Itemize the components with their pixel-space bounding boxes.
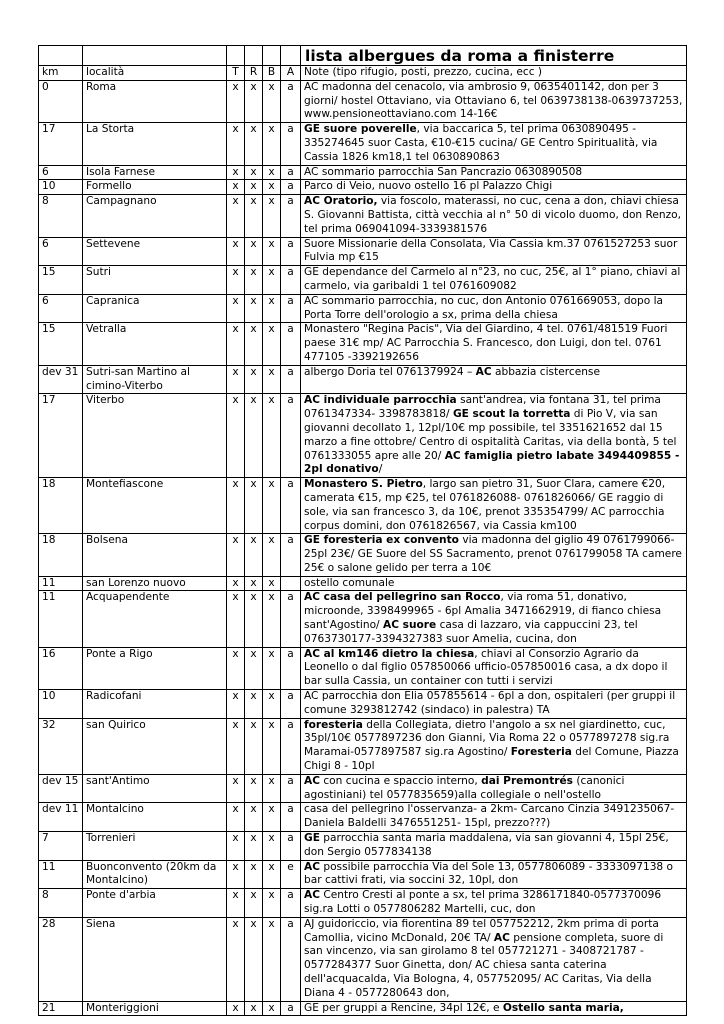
b-cell: x (263, 394, 281, 478)
table-row (39, 394, 687, 478)
note-cell (301, 365, 687, 394)
place-cell: san Quirico (83, 718, 227, 774)
t-cell: x (227, 294, 245, 323)
r-cell: x (245, 917, 263, 1001)
note-segment: con cucina e spaccio interno, (319, 774, 482, 787)
a-cell: a (281, 123, 301, 165)
t-cell: x (227, 576, 245, 591)
table-row (39, 80, 687, 122)
t-cell: x (227, 917, 245, 1001)
note-bold-segment: AC Oratorio, (304, 195, 378, 208)
b-cell: x (263, 718, 281, 774)
title-blank-cell (263, 46, 281, 66)
table-row (39, 323, 687, 365)
r-cell: x (245, 180, 263, 195)
a-cell: a (281, 478, 301, 534)
note-cell (301, 294, 687, 323)
note-segment: casa di lazzaro, via cappuccini 23, tel 0763730177-3394327383 suor Amelia, cucina, don (304, 619, 638, 645)
r-cell: x (245, 690, 263, 719)
b-cell: x (263, 1001, 281, 1016)
table-row (39, 774, 687, 803)
place-cell: Sutri (83, 266, 227, 295)
note-cell (301, 774, 687, 803)
note-bold-segment: GE scout la torretta (452, 408, 571, 421)
note-bold-segment: Ostello santa maria, (502, 1001, 624, 1014)
r-cell: x (245, 889, 263, 918)
table-row (39, 365, 687, 394)
note-cell (301, 266, 687, 295)
r-cell: x (245, 718, 263, 774)
header-localita: località (83, 66, 227, 81)
table-row (39, 195, 687, 237)
place-cell: Formello (83, 180, 227, 195)
note-bold-segment: AC famiglia pietro labate 3494409855 - 2pl donativo (304, 449, 680, 476)
albergues-table (38, 45, 687, 1016)
km-cell: 10 (39, 180, 83, 195)
r-cell: x (245, 323, 263, 365)
note-segment: pensione completa, suore di san vincenzo, via san girolamo 8 tel 057721271 - 3408721787 - 0577284377 Suor Ginetta, don/ AC chiesa santa caterina dell'acquacalda, Via Bologna, 4, 057752095/ AC Caritas, Via della Diana 4 - 0577280643 don, (304, 931, 664, 999)
r-cell: x (245, 80, 263, 122)
note-cell (301, 237, 687, 266)
place-cell: Campagnano (83, 195, 227, 237)
note-segment: Monastero "Regina Pacis", Via del Giardino, 4 tel. 0761/481519 Fuori paese 31€ mp/ AC Parrocchia S. Francesco, don Luigi, don tel. 0761 477105 -3392192656 (304, 323, 668, 363)
t-cell: x (227, 718, 245, 774)
note-bold-segment: dai Premontrés (481, 774, 573, 787)
a-cell: a (281, 237, 301, 266)
r-cell: x (245, 591, 263, 647)
note-segment: , chiavi al Consorzio Agrario da Leonello o dal figlio 057850066 ufficio-057850016 casa, a dx dopo il bar sulla Cassia, un container con tutti i servizi (304, 647, 668, 688)
t-cell: x (227, 180, 245, 195)
t-cell: x (227, 1001, 245, 1016)
table-row (39, 123, 687, 165)
r-cell: x (245, 576, 263, 591)
place-cell: Viterbo (83, 394, 227, 478)
note-bold-segment: GE (304, 832, 320, 845)
b-cell: x (263, 917, 281, 1001)
b-cell: x (263, 803, 281, 832)
note-bold-segment: AC (304, 889, 320, 902)
header-km: km (39, 66, 83, 81)
a-cell: a (281, 718, 301, 774)
header-row (39, 66, 687, 81)
t-cell: x (227, 774, 245, 803)
note-cell (301, 478, 687, 534)
table-row (39, 1001, 687, 1016)
t-cell: x (227, 860, 245, 889)
table-row (39, 832, 687, 861)
place-cell: Bolsena (83, 534, 227, 576)
place-cell: Siena (83, 917, 227, 1001)
r-cell: x (245, 832, 263, 861)
t-cell: x (227, 365, 245, 394)
km-cell: 32 (39, 718, 83, 774)
t-cell: x (227, 165, 245, 180)
note-segment: della Collegiata, dietro l'angolo a sx nel giardinetto, cuc, 35pl/10€ 0577897236 don Gianni, Via Roma 22 o 0577897278 sig.ra Maramai-0577897587 sig.ra Agostino/ (304, 718, 670, 759)
header-note: Note (tipo rifugio, posti, prezzo, cucina, ecc ) (301, 66, 687, 81)
km-cell: 15 (39, 323, 83, 365)
km-cell: dev 11 (39, 803, 83, 832)
a-cell: a (281, 294, 301, 323)
km-cell: 11 (39, 576, 83, 591)
note-bold-segment: AC (493, 931, 510, 944)
place-cell: Radicofani (83, 690, 227, 719)
note-cell (301, 576, 687, 591)
note-bold-segment: Monastero S. Pietro (304, 478, 423, 491)
place-cell: La Storta (83, 123, 227, 165)
note-bold-segment: AC casa del pellegrino san Rocco (304, 591, 501, 604)
note-segment: Suore Missionarie della Consolata, Via Cassia km.37 0761527253 suor Fulvia mp €15 (304, 237, 678, 264)
r-cell: x (245, 803, 263, 832)
note-cell (301, 860, 687, 889)
a-cell: a (281, 534, 301, 576)
note-cell (301, 917, 687, 1001)
title-blank-cell (227, 46, 245, 66)
place-cell: sant'Antimo (83, 774, 227, 803)
note-bold-segment: AC suore (383, 619, 437, 632)
r-cell: x (245, 123, 263, 165)
t-cell: x (227, 591, 245, 647)
km-cell: 15 (39, 266, 83, 295)
note-segment: albergo Doria tel 0761379924 – (304, 365, 476, 378)
document-title: lista albergues da roma a finisterre (301, 46, 687, 66)
note-cell (301, 889, 687, 918)
title-blank-cell (281, 46, 301, 66)
note-cell (301, 123, 687, 165)
table-row (39, 180, 687, 195)
t-cell: x (227, 889, 245, 918)
b-cell: x (263, 80, 281, 122)
b-cell: x (263, 294, 281, 323)
km-cell: 18 (39, 534, 83, 576)
a-cell: a (281, 365, 301, 394)
t-cell: x (227, 195, 245, 237)
table-row (39, 647, 687, 689)
note-bold-segment: GE suore poverelle (304, 123, 417, 136)
note-segment: AC sommario parrocchia San Pancrazio 0630890508 (304, 165, 583, 178)
a-cell (281, 576, 301, 591)
a-cell: a (281, 774, 301, 803)
table-row (39, 718, 687, 774)
note-cell (301, 1001, 687, 1016)
km-cell: 21 (39, 1001, 83, 1016)
table-row (39, 860, 687, 889)
place-cell: Ponte a Rigo (83, 647, 227, 689)
title-blank-cell (245, 46, 263, 66)
note-segment: AC parrocchia don Elia 057855614 - 6pl a don, ospitaleri (per gruppi il comune 3293812742 (sindaco) in palestra) TA (304, 690, 676, 716)
note-segment: parrocchia santa maria maddalena, via san giovanni 4, 15pl 25€, don Sergio 0577834138 (304, 832, 669, 858)
a-cell: a (281, 80, 301, 122)
b-cell: x (263, 478, 281, 534)
t-cell: x (227, 647, 245, 689)
a-cell: a (281, 266, 301, 295)
a-cell: a (281, 647, 301, 689)
place-cell: Montalcino (83, 803, 227, 832)
title-blank-cell (83, 46, 227, 66)
b-cell: x (263, 266, 281, 295)
km-cell: 18 (39, 478, 83, 534)
b-cell: x (263, 195, 281, 237)
note-bold-segment: GE foresteria ex convento (304, 534, 459, 547)
r-cell: x (245, 195, 263, 237)
place-cell: Vetralla (83, 323, 227, 365)
note-segment: del Comune, Piazza Chigi 8 - 10pl (304, 746, 679, 773)
note-segment: AC sommario parrocchia, no cuc, don Antonio 0761669053, dopo la Porta Torre dell'orologio a sx, prima della chiesa (304, 294, 664, 321)
table-row (39, 237, 687, 266)
b-cell: x (263, 647, 281, 689)
place-cell: Capranica (83, 294, 227, 323)
b-cell: x (263, 323, 281, 365)
place-cell: Monteriggioni (83, 1001, 227, 1016)
note-segment: , via baccarica 5, tel prima 0630890495 - 335274645 suor Casta, €10-€15 cucina/ GE Centro Spiritualità, via Cassia 1826 km18,1 tel 0630890863 (304, 123, 658, 163)
km-cell: 0 (39, 80, 83, 122)
a-cell: a (281, 1001, 301, 1016)
place-cell: san Lorenzo nuovo (83, 576, 227, 591)
a-cell: a (281, 165, 301, 180)
note-segment: possibile parrocchia Via del Sole 13, 0577806089 - 3333097138 o bar cattivi frati, via soccini 32, 10pl, don (304, 860, 674, 887)
table-row (39, 889, 687, 918)
header-b: B (263, 66, 281, 81)
note-segment: ostello comunale (304, 576, 395, 589)
note-cell (301, 591, 687, 647)
note-segment: via foscolo, materassi, no cuc, cena a don, chiavi chiesa S. Giovanni Battista, città vecchia al n° 50 di vicolo duomo, don Renzo, tel prima 069041094-3339381576 (304, 195, 682, 235)
table-row (39, 803, 687, 832)
note-segment: AJ guidoriccio, via fiorentina 89 tel 057752212, 2km prima di porta Camollia, vicino McDonald, 20€ TA/ (304, 917, 659, 944)
table-row (39, 591, 687, 647)
b-cell: x (263, 365, 281, 394)
t-cell: x (227, 266, 245, 295)
r-cell: x (245, 647, 263, 689)
note-bold-segment: AC al km146 dietro la chiesa (304, 647, 475, 660)
a-cell: a (281, 180, 301, 195)
t-cell: x (227, 237, 245, 266)
b-cell: x (263, 576, 281, 591)
t-cell: x (227, 80, 245, 122)
header-r: R (245, 66, 263, 81)
note-segment: Parco di Veio, nuovo ostello 16 pl Palazzo Chigi (304, 180, 553, 193)
b-cell: x (263, 889, 281, 918)
title-blank-cell (39, 46, 83, 66)
note-cell (301, 165, 687, 180)
table-row (39, 534, 687, 576)
km-cell: dev 15 (39, 774, 83, 803)
t-cell: x (227, 323, 245, 365)
r-cell: x (245, 294, 263, 323)
a-cell: a (281, 917, 301, 1001)
a-cell: a (281, 690, 301, 719)
t-cell: x (227, 690, 245, 719)
b-cell: x (263, 534, 281, 576)
table-row (39, 294, 687, 323)
place-cell: Montefiascone (83, 478, 227, 534)
note-cell (301, 80, 687, 122)
a-cell: a (281, 591, 301, 647)
a-cell: a (281, 832, 301, 861)
note-cell (301, 394, 687, 478)
km-cell: 8 (39, 195, 83, 237)
place-cell: Acquapendente (83, 591, 227, 647)
note-segment: di Pio V, via san giovanni decollato 1, 12pl/10€ mp possibile, tel 3351621652 dal 15 marzo a fine ottobre/ Centro di ospitalità Caritas, via della bontà, 5 tel 0761333055 apre alle 20/ (304, 408, 677, 462)
km-cell: 11 (39, 860, 83, 889)
table-row (39, 690, 687, 719)
a-cell: a (281, 803, 301, 832)
b-cell: x (263, 690, 281, 719)
km-cell: 8 (39, 889, 83, 918)
km-cell: 6 (39, 294, 83, 323)
note-segment: GE dependance del Carmelo al n°23, no cuc, 25€, al 1° piano, chiavi al carmelo, via garibaldi 1 tel 0761609082 (304, 266, 681, 292)
a-cell: a (281, 323, 301, 365)
a-cell: a (281, 195, 301, 237)
table-row (39, 917, 687, 1001)
km-cell: 16 (39, 647, 83, 689)
b-cell: x (263, 237, 281, 266)
note-cell (301, 180, 687, 195)
note-segment: (canonici agostiniani) tel 0577835659)alla collegiale o nell'ostello (304, 774, 625, 801)
note-segment: GE per gruppi a Rencine, 34pl 12€, e (304, 1001, 503, 1014)
km-cell: 17 (39, 123, 83, 165)
note-bold-segment: AC individuale parrocchia (304, 394, 457, 407)
r-cell: x (245, 1001, 263, 1016)
km-cell: 6 (39, 165, 83, 180)
note-segment: abbazia cistercense (491, 365, 600, 378)
note-segment: / (378, 463, 383, 476)
note-bold-segment: AC (304, 774, 320, 787)
note-bold-segment: foresteria (304, 718, 363, 731)
place-cell: Ponte d'arbia (83, 889, 227, 918)
note-bold-segment: AC (304, 860, 320, 873)
note-segment: via madonna del giglio 49 0761799066- 25pl 23€/ GE Suore del SS Sacramento, prenot 0761799058 TA camere 25€ o salone gelido per terra a 10€ (304, 534, 682, 574)
note-cell (301, 832, 687, 861)
km-cell: 17 (39, 394, 83, 478)
b-cell: x (263, 832, 281, 861)
km-cell: 11 (39, 591, 83, 647)
r-cell: x (245, 774, 263, 803)
km-cell: 6 (39, 237, 83, 266)
t-cell: x (227, 394, 245, 478)
header-a: A (281, 66, 301, 81)
r-cell: x (245, 478, 263, 534)
b-cell: x (263, 123, 281, 165)
km-cell: 7 (39, 832, 83, 861)
place-cell: Isola Farnese (83, 165, 227, 180)
place-cell: Buonconvento (20km da Montalcino) (83, 860, 227, 889)
header-t: T (227, 66, 245, 81)
note-cell (301, 690, 687, 719)
table-row (39, 576, 687, 591)
a-cell: e (281, 860, 301, 889)
r-cell: x (245, 266, 263, 295)
note-cell (301, 534, 687, 576)
r-cell: x (245, 365, 263, 394)
note-cell (301, 323, 687, 365)
place-cell: Settevene (83, 237, 227, 266)
t-cell: x (227, 803, 245, 832)
t-cell: x (227, 478, 245, 534)
km-cell: dev 31 (39, 365, 83, 394)
note-cell (301, 195, 687, 237)
table-row (39, 165, 687, 180)
r-cell: x (245, 394, 263, 478)
km-cell: 28 (39, 917, 83, 1001)
t-cell: x (227, 123, 245, 165)
place-cell: Sutri-san Martino al cimino-Viterbo (83, 365, 227, 394)
note-cell (301, 647, 687, 689)
a-cell: a (281, 889, 301, 918)
km-cell: 10 (39, 690, 83, 719)
note-cell (301, 718, 687, 774)
note-segment: sant'andrea, via fontana 31, tel prima 0761347334- 3398783818/ (304, 394, 661, 421)
b-cell: x (263, 774, 281, 803)
t-cell: x (227, 832, 245, 861)
r-cell: x (245, 860, 263, 889)
place-cell: Roma (83, 80, 227, 122)
r-cell: x (245, 534, 263, 576)
note-bold-segment: AC (475, 365, 492, 378)
note-segment: , largo san pietro 31, Suor Clara, camere €20, camerata €15, mp €25, tel 0761826088- 0761826066/ GE raggio di sole, via san francesco 3, da 10€, prenot 335354799/ AC parrocchia corpus domini, don 0761826567, via Cassia km100 (304, 478, 666, 532)
table-row (39, 266, 687, 295)
place-cell: Torrenieri (83, 832, 227, 861)
b-cell: x (263, 860, 281, 889)
note-segment: , via roma 51, donativo, microonde, 3398499965 - 6pl Amalia 3471662919, di fianco chiesa sant'Agostino/ (304, 591, 662, 632)
r-cell: x (245, 165, 263, 180)
b-cell: x (263, 165, 281, 180)
note-cell (301, 803, 687, 832)
note-segment: casa del pellegrino l'osservanza- a 2km- Carcano Cinzia 3491235067- Daniela Baldelli 3476551251- 15pl, prezzo???) (304, 803, 675, 830)
r-cell: x (245, 237, 263, 266)
table-row (39, 478, 687, 534)
t-cell: x (227, 534, 245, 576)
a-cell: a (281, 394, 301, 478)
note-segment: Centro Cresti al ponte a sx, tel prima 3286171840-0577370096 sig.ra Lotti o 0577806282 Martelli, cuc, don (304, 889, 662, 916)
b-cell: x (263, 180, 281, 195)
note-segment: AC madonna del cenacolo, via ambrosio 9, 0635401142, don per 3 giorni/ hostel Ottaviano, via Ottaviano 6, tel 0639738138-0639737253, www.pensioneottaviano.com 14-16€ (304, 80, 683, 121)
b-cell: x (263, 591, 281, 647)
note-bold-segment: Foresteria (510, 746, 572, 759)
title-row (39, 46, 687, 66)
